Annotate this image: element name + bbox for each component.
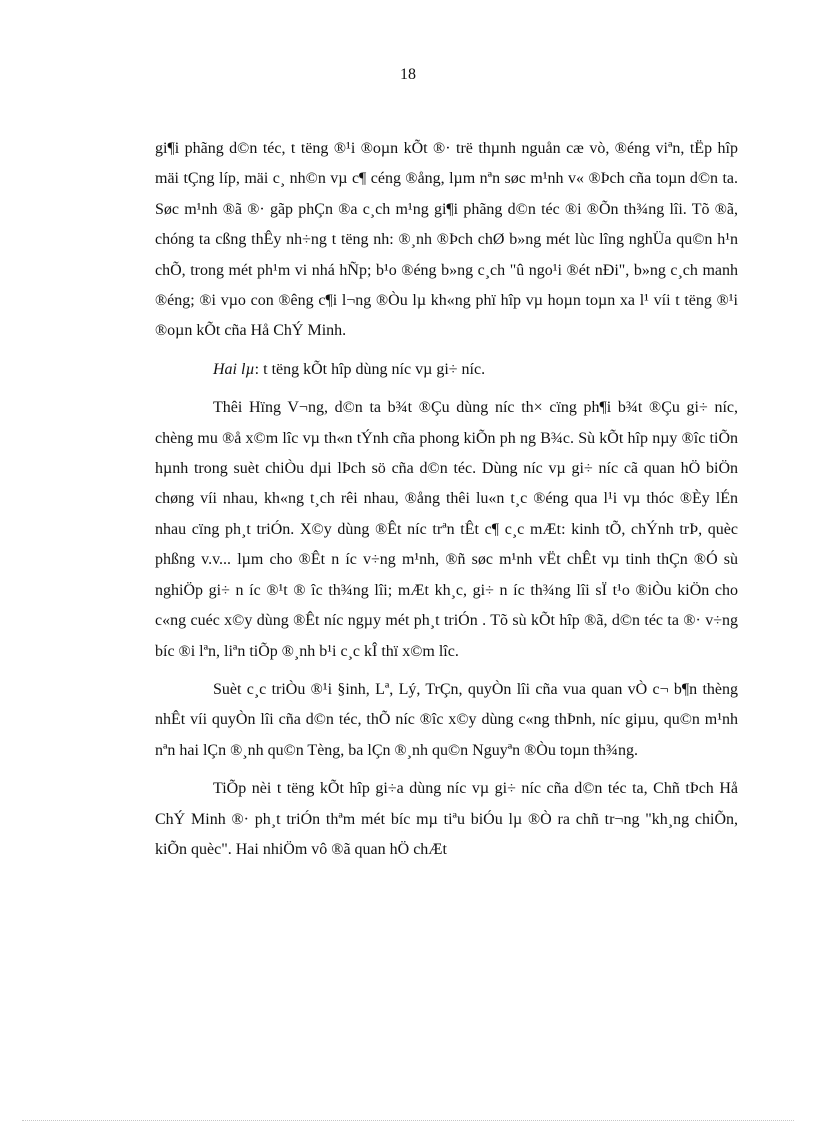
bottom-dotted-rule [22, 1120, 794, 1121]
paragraph-1: gi¶i phãng d©n téc, t tëng ®¹i ®oµn kÕt ®· trë thµnh nguån cæ vò, ®éng viªn, tËp hîp mäi tÇng líp, mäi c¸ nh©n vµ c¶ céng ®ång, lµm nªn søc m¹nh v« ®Þch cña toµn d©n ta. Søc m¹nh ®ã ®· gãp phÇn ®a c¸ch m¹ng gi¶i phãng d©n téc ®i ®Õn th¾ng lîi. Tõ ®ã, chóng ta cßng thÊy nh÷ng t tëng nh: ®¸nh ®Þch chØ b»ng mét lùc lîng nghÜa qu©n h¹n chÕ, trong mét ph¹m vi nhá hÑp; b¹o ®éng b»ng c¸ch "û ngo¹i ®ét nÐi", b»ng c¸ch manh ®éng; ®i vµo con ®êng c¶i l¬ng ®Òu lµ kh«ng phï hîp vµ hoµn toµn xa l¹ víi t tëng ®¹i ®oµn kÕt cña Hå ChÝ Minh. [155, 140, 738, 340]
page-number: 18 [400, 66, 416, 83]
section-heading-text: : t tëng kÕt hîp dùng níc vµ gi÷ níc. [254, 360, 486, 378]
section-label: Hai lµ [213, 360, 255, 378]
document-body [155, 134, 738, 865]
paragraph-5: TiÕp nèi t tëng kÕt hîp gi÷a dùng níc vµ gi÷ níc cña d©n téc ta, Chñ tÞch Hå ChÝ Minh ®· ph¸t triÓn thªm mét bíc mµ tiªu biÓu lµ ®Ò ra chñ tr¬ng "kh¸ng chiÕn, kiÕn quèc". Hai nhiÖm vô ®ã quan hÖ chÆt [155, 780, 738, 858]
paragraph-2 [155, 355, 738, 385]
paragraph-4: Suèt c¸c triÒu ®¹i §inh, Lª, Lý, TrÇn, quyÒn lîi cña vua quan vÒ c¬ b¶n thèng nhÊt víi quyÒn lîi cña d©n téc, thÕ níc ®îc x©y dùng c«ng thÞnh, níc giµu, qu©n m¹nh nªn hai lÇn ®¸nh qu©n Tèng, ba lÇn ®¸nh qu©n Nguyªn ®Òu toµn th¾ng. [155, 680, 738, 759]
paragraph-3: Thêi Hïng V¬ng, d©n ta b¾t ®Çu dùng níc th× cïng ph¶i b¾t ®Çu gi÷ níc, chèng mu ®å x©m lîc vµ th«n tÝnh cña phong kiÕn ph ng B¾c. Sù kÕt hîp nµy ®îc tiÕn hµnh trong suèt chiÒu dµi lÞch sö cña d©n téc. Dùng níc vµ gi÷ níc cã quan hÖ biÖn chøng víi nhau, kh«ng t¸ch rêi nhau, ®ång thêi lu«n t¸c ®éng qua l¹i vµ thóc ®Èy lÉn nhau cïng ph¸t triÓn. X©y dùng ®Êt níc trªn tÊt c¶ c¸c mÆt: kinh tÕ, chÝnh trÞ, quèc phßng v.v... lµm cho ®Êt n íc v÷ng m¹nh, ®ñ søc m¹nh vËt chÊt vµ tinh thÇn ®Ó sù nghiÖp gi÷ n íc ®¹t ® îc th¾ng lîi; mÆt kh¸c, gi÷ n íc th¾ng lîi sÏ t¹o ®iÒu kiÖn cho c«ng cuéc x©y dùng ®Êt níc ngµy mét ph¸t triÓn . Tõ sù kÕt hîp ®ã, d©n téc ta ®· v÷ng bíc ®i lªn, liªn tiÕp ®¸nh b¹i c¸c kÎ thï x©m lîc. [155, 399, 738, 660]
